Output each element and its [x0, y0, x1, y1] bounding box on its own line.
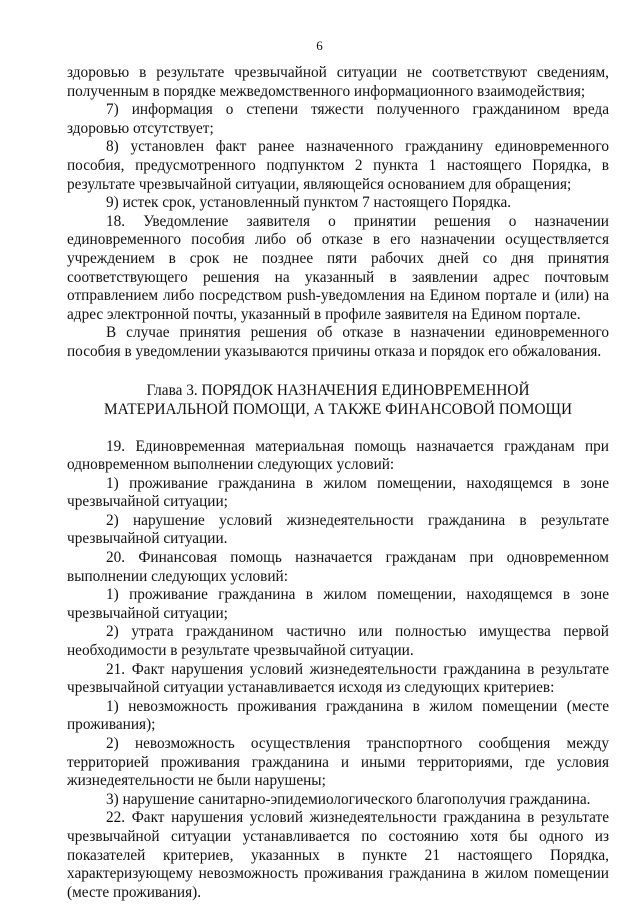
paragraph-21-item-3: 3) нарушение санитарно-эпидемиологического благополучия гражданина. — [106, 790, 591, 808]
paragraph-21: 21. Факт нарушения условий жизнедеятельности гражданина в результате чрезвычайной ситуации устанавливается исходя из следующих критериев: — [67, 660, 609, 697]
chapter-heading-line-2: МАТЕРИАЛЬНОЙ ПОМОЩИ, А ТАКЖЕ ФИНАНСОВОЙ ПОМОЩИ — [103, 400, 573, 418]
paragraph-17-item-7: 7) информация о степени тяжести полученного гражданином вреда здоровью отсутствует; — [67, 101, 609, 137]
paragraph-17-item-8: 8) установлен факт ранее назначенного гражданину единовременного пособия, предусмотренного подпунктом 2 пункта 1 настоящего Порядка, в результате чрезвычайной ситуации, являющейся основанием для обращения; — [67, 138, 609, 193]
paragraph-21-item-1: 1) невозможность проживания гражданина в жилом помещении (месте проживания); — [67, 697, 609, 734]
page-number: 6 — [316, 38, 323, 53]
text-block-top — [67, 64, 609, 902]
paragraph-continuation: здоровью в результате чрезвычайной ситуации не соответствуют сведениям, полученным в порядке межведомственного информационного взаимодействия; — [67, 64, 609, 100]
chapter-heading-line-1: Глава 3. ПОРЯДОК НАЗНАЧЕНИЯ ЕДИНОВРЕМЕННОЙ — [146, 381, 530, 399]
chapter-3-heading — [67, 381, 609, 419]
paragraph-18-refusal: В случае принятия решения об отказе в назначении единовременного пособия в уведомлении указываются причины отказа и порядок его обжалования. — [67, 324, 609, 360]
paragraph-20-item-1: 1) проживание гражданина в жилом помещении, находящемся в зоне чрезвычайной ситуации; — [67, 586, 609, 622]
paragraph-21-item-2: 2) невозможность осуществления транспортного сообщения между территорией проживания гражданина и иными территориями, где условия жизнедеятельности не были нарушены; — [67, 735, 609, 790]
paragraph-19: 19. Единовременная материальная помощь назначается гражданам при одновременном выполнении следующих условий: — [67, 437, 609, 474]
paragraph-22: 22. Факт нарушения условий жизнедеятельности гражданина в результате чрезвычайной ситуации устанавливается по состоянию хотя бы одного из показателей критериев, указанных в пункте 21 настоящего Порядка, характеризующему невозможность проживания гражданина в жилом помещении (месте проживания). — [67, 809, 609, 901]
paragraph-17-item-9: 9) истек срок, установленный пунктом 7 настоящего Порядка. — [106, 194, 512, 212]
paragraph-18: 18. Уведомление заявителя о принятии решения о назначении единовременного пособия либо об отказе в его назначении осуществляется учреждением в срок не позднее пяти рабочих дней со дня принятия соответствующего решения на указанный в заявлении адрес почтовым отправлением либо посредством push-уведомления на Едином портале и (или) на адрес электронной почты, указанный в профиле заявителя на Едином портале. — [67, 212, 609, 323]
paragraph-19-item-2: 2) нарушение условий жизнедеятельности гражданина в результате чрезвычайной ситуации. — [67, 511, 609, 548]
paragraph-19-item-1: 1) проживание гражданина в жилом помещении, находящемся в зоне чрезвычайной ситуации; — [67, 474, 609, 511]
paragraph-20-item-2: 2) утрата гражданином частично или полностью имущества первой необходимости в результате чрезвычайной ситуации. — [67, 623, 609, 660]
paragraph-20: 20. Финансовая помощь назначается гражданам при одновременном выполнении следующих условий: — [67, 549, 609, 585]
